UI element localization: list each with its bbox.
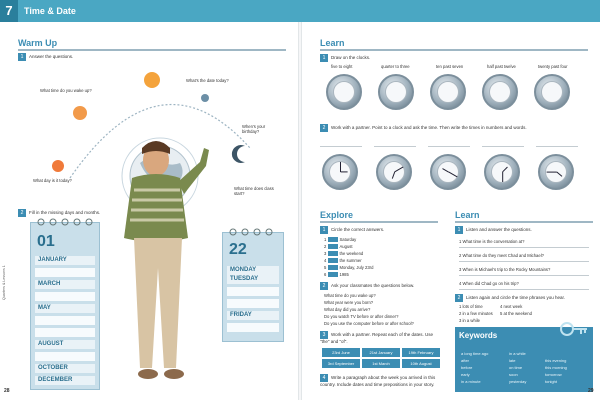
- keyword: in a minute: [461, 379, 481, 384]
- clock-label: ten past seven: [436, 64, 464, 69]
- answer-line[interactable]: [459, 275, 589, 276]
- raised-arm: [178, 148, 209, 194]
- question-birthday: When's your birthday?: [242, 124, 266, 134]
- blank-clock[interactable]: [378, 74, 414, 110]
- calendar-number: 01: [37, 233, 55, 250]
- date-cell: 10th August: [402, 359, 440, 368]
- side-running-text: Quarters & Lessons 1: [2, 265, 6, 300]
- time-phrase[interactable]: 5 at the weekend: [500, 311, 532, 316]
- keywords-box: [455, 327, 593, 392]
- time-clock: [322, 154, 358, 190]
- warmup-title: Warm Up: [18, 38, 58, 48]
- warmup-instruction: 1 Answer the questions.: [18, 53, 73, 61]
- keyword: early: [461, 372, 470, 377]
- time-clock: [376, 154, 412, 190]
- learn2-q2: 2 Listen again and circle the time phrases you hear.: [455, 294, 565, 302]
- keyword: this morning: [545, 365, 567, 370]
- key-icon: [559, 319, 589, 339]
- section-divider: [455, 221, 593, 223]
- survey-question: Do you use the computer before or after school?: [324, 321, 414, 326]
- explore-title: Explore: [320, 210, 354, 220]
- learn-title: Learn: [320, 38, 345, 48]
- keyword: after: [461, 358, 470, 363]
- calendar-rings: [227, 227, 281, 237]
- explore-option[interactable]: 1 Saturday: [324, 237, 357, 242]
- sun-icon: [52, 160, 64, 172]
- keyword: a long time ago: [461, 351, 489, 356]
- page-number-right: 29: [588, 388, 594, 394]
- blank-clock[interactable]: [326, 74, 362, 110]
- keyword: late: [509, 358, 516, 363]
- question-date: What's the date today?: [186, 78, 229, 83]
- keyword: on time: [509, 365, 523, 370]
- explore-option[interactable]: 6 1985: [324, 272, 349, 277]
- date-cell: 21st January: [362, 348, 400, 357]
- student-figure-image: [112, 138, 222, 388]
- question-class-start: What time does class start?: [234, 186, 274, 196]
- explore-option[interactable]: 4 the summer: [324, 258, 362, 263]
- question-wake-up: What time do you wake up?: [40, 88, 92, 93]
- sun-icon: [144, 72, 160, 88]
- question-day: What day is it today?: [33, 178, 72, 183]
- clock-label: half past twelve: [487, 64, 516, 69]
- page-gutter: [298, 22, 302, 400]
- months-calendar: [30, 222, 100, 390]
- section-divider: [320, 49, 588, 51]
- unit-header-bar: [0, 0, 600, 22]
- day-monday: MONDAY: [227, 266, 279, 275]
- survey-question: Do you watch TV before or after dinner?: [324, 314, 399, 319]
- trousers: [134, 238, 182, 368]
- month-may: MAY: [35, 304, 95, 313]
- explore-q2: 2 Ask your classmates the questions below.: [320, 282, 414, 290]
- page-number-left: 28: [4, 388, 10, 394]
- blank-month-field[interactable]: [35, 292, 95, 301]
- month-december: DECEMBER: [35, 376, 95, 385]
- answer-line[interactable]: [536, 146, 578, 147]
- time-clock: [538, 154, 574, 190]
- shoe: [164, 369, 184, 379]
- answer-line[interactable]: [428, 146, 470, 147]
- time-clock: [430, 154, 466, 190]
- days-calendar: [222, 232, 284, 342]
- day-friday: FRIDAY: [227, 311, 279, 320]
- blank-day-field[interactable]: [227, 323, 279, 332]
- listening-question: 3 When is Michael's trip to the Rocky Mountains?: [459, 267, 551, 272]
- keyword: tomorrow: [545, 372, 562, 377]
- answer-line[interactable]: [482, 146, 524, 147]
- date-cell: 19th February: [402, 348, 440, 357]
- time-phrase[interactable]: 2 in a few minutes: [459, 311, 493, 316]
- blank-month-field[interactable]: [35, 316, 95, 325]
- keywords-title: Keywords: [459, 331, 498, 340]
- sweater: [124, 174, 188, 242]
- answer-line[interactable]: [374, 146, 416, 147]
- dates-grid: [322, 348, 442, 370]
- keyword: yesterday: [509, 379, 527, 384]
- keyword: soon: [509, 372, 518, 377]
- blank-clock[interactable]: [430, 74, 466, 110]
- answer-line[interactable]: [459, 247, 589, 248]
- sun-icon: [73, 106, 87, 120]
- blank-day-field[interactable]: [227, 287, 279, 296]
- learn2-q1: 1 Listen and answer the questions.: [455, 226, 532, 234]
- time-phrase[interactable]: 3 in a while: [459, 318, 480, 323]
- date-cell: 1st March: [362, 359, 400, 368]
- section-divider: [18, 49, 286, 51]
- clock-label: twenty past four: [538, 64, 568, 69]
- survey-question: What year were you born?: [324, 300, 374, 305]
- blank-clock[interactable]: [482, 74, 518, 110]
- time-phrase[interactable]: 1 lots of time: [459, 304, 483, 309]
- explore-q4: 4 Write a paragraph about the week you arrived in this country. Include dates and time prepositions in your story.: [320, 375, 436, 387]
- listening-question: 4 When did Chad go on his trip?: [459, 281, 519, 286]
- day-tuesday: TUESDAY: [227, 275, 279, 284]
- section-divider: [320, 221, 438, 223]
- listening-question: 1 What time is the conversation at?: [459, 239, 525, 244]
- answer-line[interactable]: [459, 289, 589, 290]
- month-october: OCTOBER: [35, 364, 95, 373]
- date-cell: 3rd September: [322, 359, 360, 368]
- clock-label: five to eight: [331, 64, 353, 69]
- shoe: [138, 369, 158, 379]
- time-phrase[interactable]: 4 next week: [500, 304, 523, 309]
- date-cell: 23rd June: [322, 348, 360, 357]
- month-march: MARCH: [35, 280, 95, 289]
- calendar-number: 22: [229, 241, 247, 258]
- unit-title: Time & Date: [24, 6, 76, 16]
- blank-month-field[interactable]: [35, 352, 95, 361]
- keyword: this evening: [545, 358, 567, 363]
- time-clock: [484, 154, 520, 190]
- survey-question: What day did you arrive?: [324, 307, 371, 312]
- explore-q3: 3 Work with a partner. Repeat each of the dates. Use "the" and "of".: [320, 332, 433, 344]
- keyword: before: [461, 365, 473, 370]
- month-january: JANUARY: [35, 256, 95, 265]
- calendar-rings: [35, 217, 97, 227]
- survey-question: What time do you wake up?: [324, 293, 376, 298]
- learn-q1: 1 Draw on the clocks.: [320, 54, 370, 62]
- clock-label: quarter to three: [381, 64, 410, 69]
- listening-question: 2 What time do they meet Chad and Michael?: [459, 253, 544, 258]
- learn-q2: 2 Work with a partner. Point to a clock and ask the time. Then write the times in numbers and words.: [320, 124, 527, 132]
- explore-q1: 1 Circle the correct answers.: [320, 226, 384, 234]
- blank-month-field[interactable]: [35, 268, 95, 277]
- explore-option[interactable]: 3 the weekend: [324, 251, 364, 256]
- dot-icon: [201, 94, 209, 102]
- learn2-title: Learn: [455, 210, 480, 220]
- blank-day-field[interactable]: [227, 299, 279, 308]
- blank-month-field[interactable]: [35, 328, 95, 337]
- fill-instruction: 2 Fill in the missing days and months.: [18, 209, 100, 217]
- keyword: in a while: [509, 351, 526, 356]
- keyword: tonight: [545, 379, 558, 384]
- explore-option[interactable]: 2 August: [324, 244, 353, 249]
- blank-clock[interactable]: [534, 74, 570, 110]
- unit-number: 7: [0, 0, 18, 22]
- month-august: AUGUST: [35, 340, 95, 349]
- moon-icon: [232, 145, 245, 163]
- answer-line[interactable]: [459, 261, 589, 262]
- answer-line[interactable]: [320, 146, 362, 147]
- explore-option[interactable]: 5 Monday, July 23rd: [324, 265, 374, 270]
